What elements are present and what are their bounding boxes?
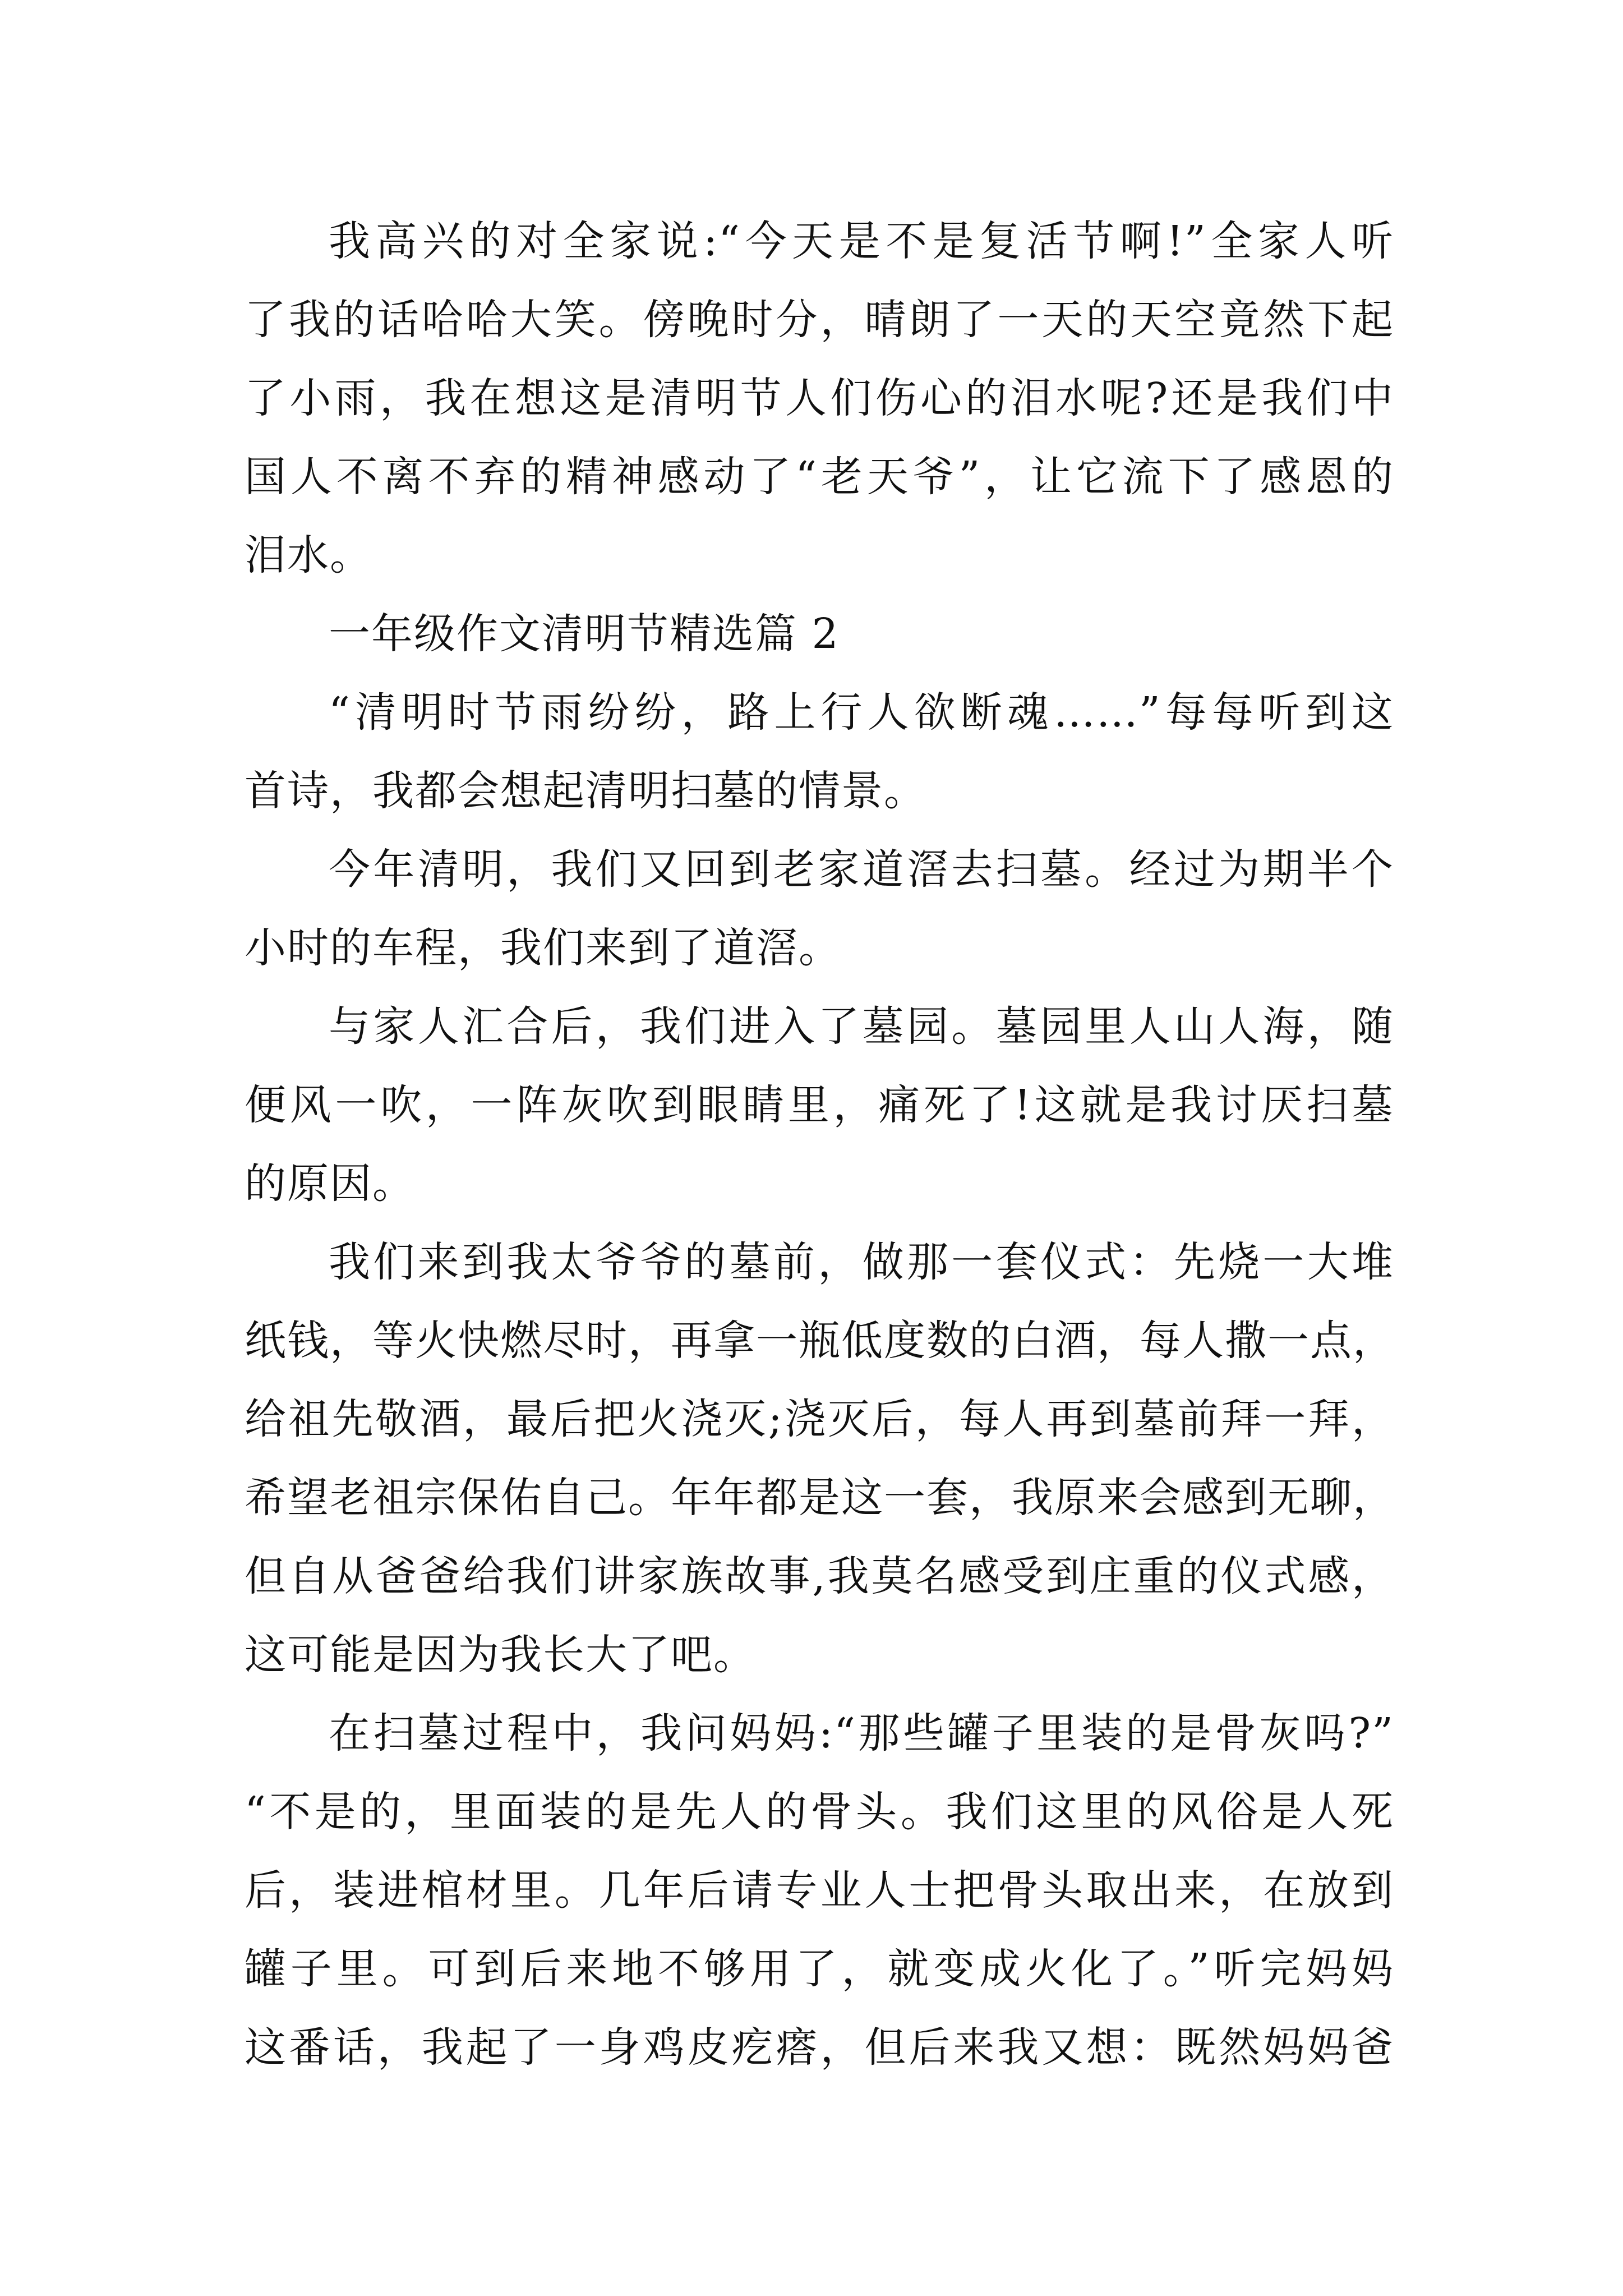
text-line: 我们来到我太爷爷的墓前，做那一套仪式：先烧一大堆 [329,1238,1394,1286]
text-line: 的原因。 [245,1159,415,1208]
text-line: 纸钱，等火快燃尽时，再拿一瓶低度数的白酒，每人撒一点， [245,1317,1395,1365]
text-line: 了我的话哈哈大笑。傍晚时分，晴朗了一天的天空竟然下起 [245,296,1394,344]
text-line: 在扫墓过程中，我问妈妈:“那些罐子里装的是骨灰吗?” [329,1709,1394,1757]
text-line: 后，装进棺材里。几年后请专业人士把骨头取出来，在放到 [245,1866,1394,1915]
text-line: 但自从爸爸给我们讲家族故事,我莫名感受到庄重的仪式感， [245,1552,1394,1600]
text-line: 小时的车程，我们来到了道滘。 [245,924,841,972]
text-line: 给祖先敬酒，最后把火浇灭;浇灭后，每人再到墓前拜一拜， [245,1395,1394,1443]
text-line: 泪水。 [245,531,372,579]
text-line: 一年级作文清明节精选篇 2 [329,610,840,658]
text-line: “清明时节雨纷纷，路上行人欲断魂……”每每听到这 [329,688,1394,737]
text-line: 希望老祖宗保佑自己。年年都是这一套，我原来会感到无聊， [245,1474,1395,1522]
text-line: 与家人汇合后，我们进入了墓园。墓园里人山人海，随 [329,1002,1394,1051]
text-line: 罐子里。可到后来地不够用了，就变成火化了。”听完妈妈 [245,1945,1394,1993]
text-line: 这番话，我起了一身鸡皮疙瘩，但后来我又想：既然妈妈爸 [245,2023,1394,2072]
text-line: “不是的，里面装的是先人的骨头。我们这里的风俗是人死 [245,1788,1394,1836]
text-line: 国人不离不弃的精神感动了“老天爷”，让它流下了感恩的 [245,453,1394,501]
text-line: 便风一吹，一阵灰吹到眼睛里，痛死了!这就是我讨厌扫墓 [245,1081,1394,1129]
body-text [245,202,1394,2087]
text-line: 首诗，我都会想起清明扫墓的情景。 [245,767,926,815]
text-line: 了小雨，我在想这是清明节人们伤心的泪水呢?还是我们中 [245,374,1394,422]
text-line: 这可能是因为我长大了吧。 [245,1631,756,1679]
text-line: 我高兴的对全家说:“今天是不是复活节啊!”全家人听 [329,217,1394,265]
text-line: 今年清明，我们又回到老家道滘去扫墓。经过为期半个 [329,845,1394,894]
